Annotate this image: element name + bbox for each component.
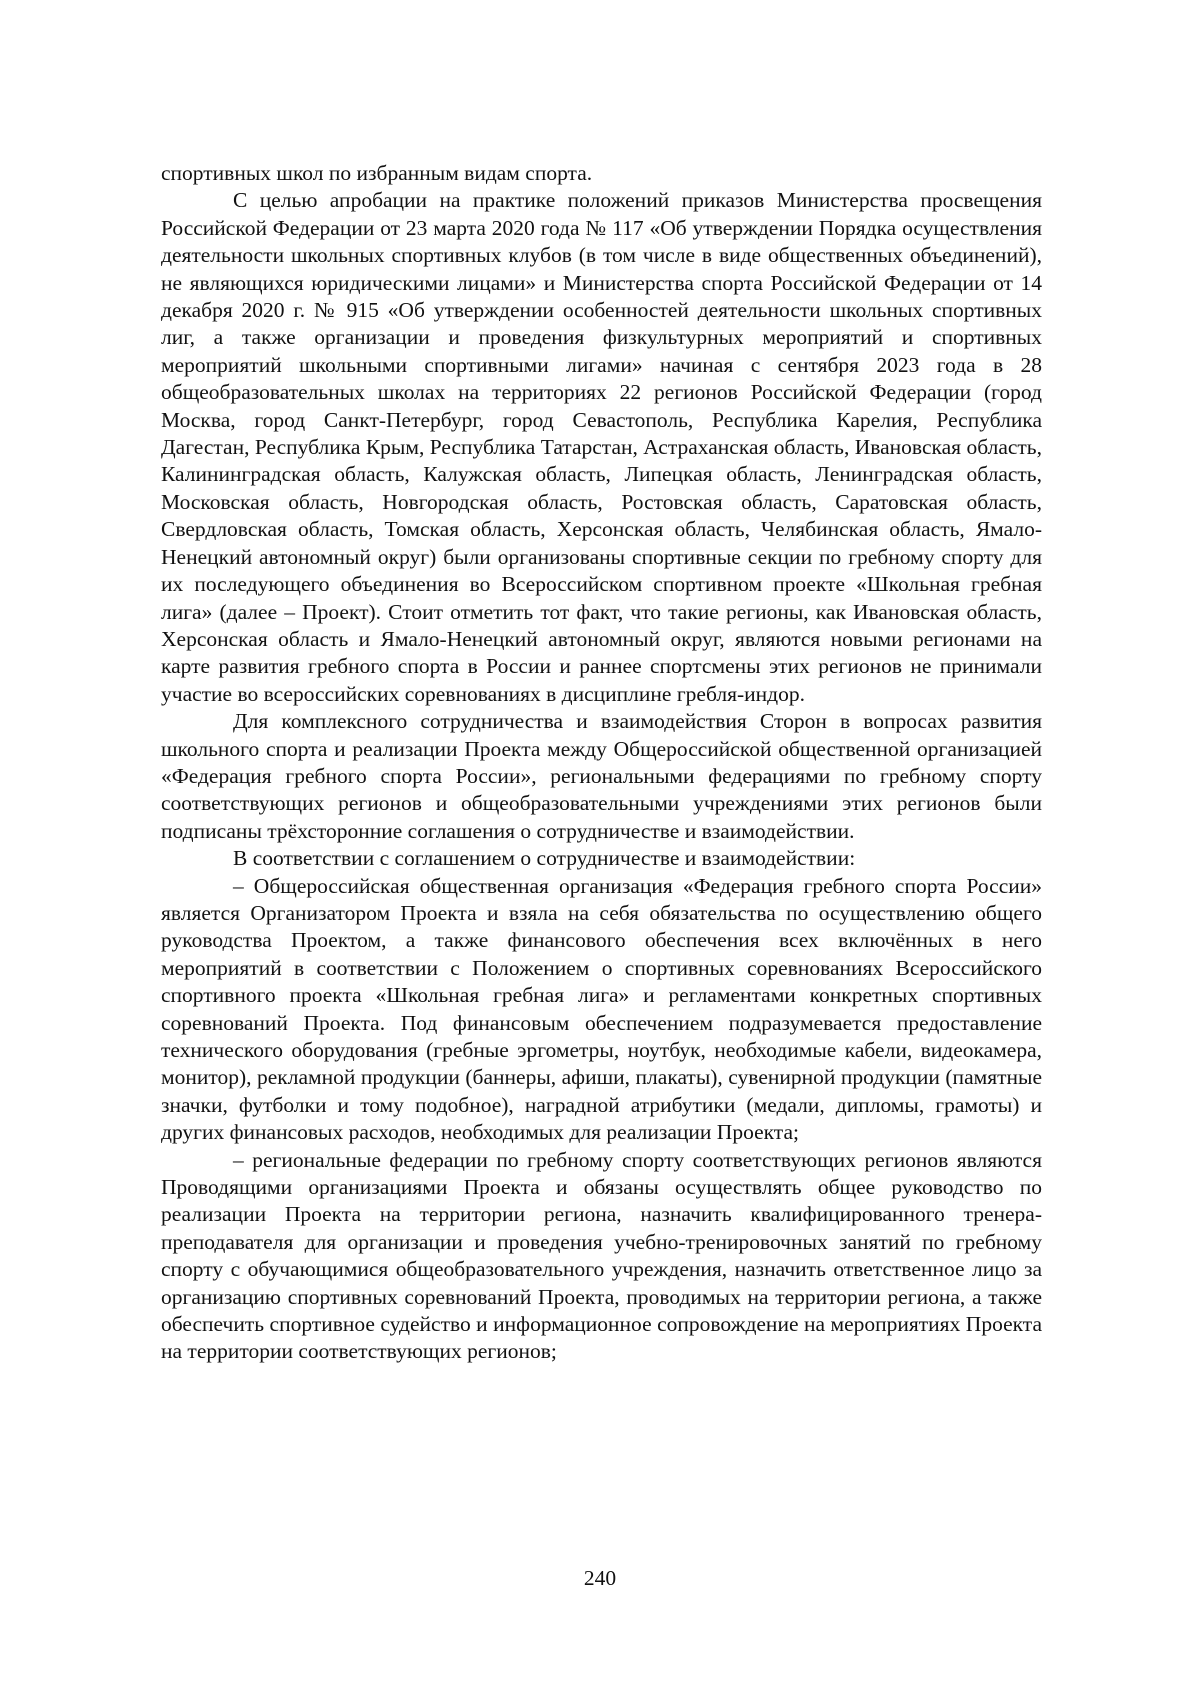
paragraph-cooperation: Для комплексного сотрудничества и взаимодействия Сторон в вопросах развития школьного спорта и реализации Проекта между Общероссийской общественной организацией «Федерация гребного спорта России», региональными федерациями по гребному спорту соответствующих регионов и общеобразовательными учреждениями этих регионов были подписаны трёхсторонние соглашения о сотрудничестве и взаимодействии. [161,708,1042,845]
page-number: 240 [0,1565,1200,1592]
list-item-organizer: – Общероссийская общественная организация «Федерация гребного спорта России» является Организатором Проекта и взяла на себя обязательства по осуществлению общего руководства Проектом, а также финансового обеспечения всех включённых в него мероприятий в соответствии с Положением о спортивных соревнованиях Всероссийского спортивного проекта «Школьная гребная лига» и регламентами конкретных спортивных соревнований Проекта. Под финансовым обеспечением подразумевается предоставление технического оборудования (гребные эргометры, ноутбук, необходимые кабели, видеокамера, монитор), рекламной продукции (баннеры, афиши, плакаты), сувенирной продукции (памятные значки, футболки и тому подобное), наградной атрибутики (медали, дипломы, грамоты) и других финансовых расходов, необходимых для реализации Проекта; [161,873,1042,1147]
paragraph-continuation: спортивных школ по избранным видам спорта. [161,160,1042,187]
body-text [161,160,1042,1366]
document-page [0,0,1200,1698]
paragraph-approbation: С целью апробации на практике положений приказов Министерства просвещения Российской Федерации от 23 марта 2020 года № 117 «Об утверждении Порядка осуществления деятельности школьных спортивных клубов (в том числе в виде общественных объединений), не являющихся юридическими лицами» и Министерства спорта Российской Федерации от 14 декабря 2020 г. № 915 «Об утверждении особенностей деятельности школьных спортивных лиг, а также организации и проведения физкультурных мероприятий и спортивных мероприятий школьными спортивными лигами» начиная с сентября 2023 года в 28 общеобразовательных школах на территориях 22 регионов Российской Федерации (город Москва, город Санкт-Петербург, город Севастополь, Республика Карелия, Республика Дагестан, Республика Крым, Республика Татарстан, Астраханская область, Ивановская область, Калининградская область, Калужская область, Липецкая область, Ленинградская область, Московская область, Новгородская область, Ростовская область, Саратовская область, Свердловская область, Томская область, Херсонская область, Челябинская область, Ямало-Ненецкий автономный округ) были организованы спортивные секции по гребному спорту для их последующего объединения во Всероссийском спортивном проекте «Школьная гребная лига» (далее – Проект). Стоит отметить тот факт, что такие регионы, как Ивановская область, Херсонская область и Ямало-Ненецкий автономный округ, являются новыми регионами на карте развития гребного спорта в России и раннее спортсмены этих регионов не принимали участие во всероссийских соревнованиях в дисциплине гребля-индор. [161,187,1042,708]
list-item-regional-federations: – региональные федерации по гребному спорту соответствующих регионов являются Проводящими организациями Проекта и обязаны осуществлять общее руководство по реализации Проекта на территории региона, назначить квалифицированного тренера-преподавателя для организации и проведения учебно-тренировочных занятий по гребному спорту с обучающимися общеобразовательного учреждения, назначить ответственное лицо за организацию спортивных соревнований Проекта, проводимых на территории региона, а также обеспечить спортивное судейство и информационное сопровождение на мероприятиях Проекта на территории соответствующих регионов; [161,1147,1042,1366]
paragraph-agreement-intro: В соответствии с соглашением о сотрудничестве и взаимодействии: [161,845,1042,872]
